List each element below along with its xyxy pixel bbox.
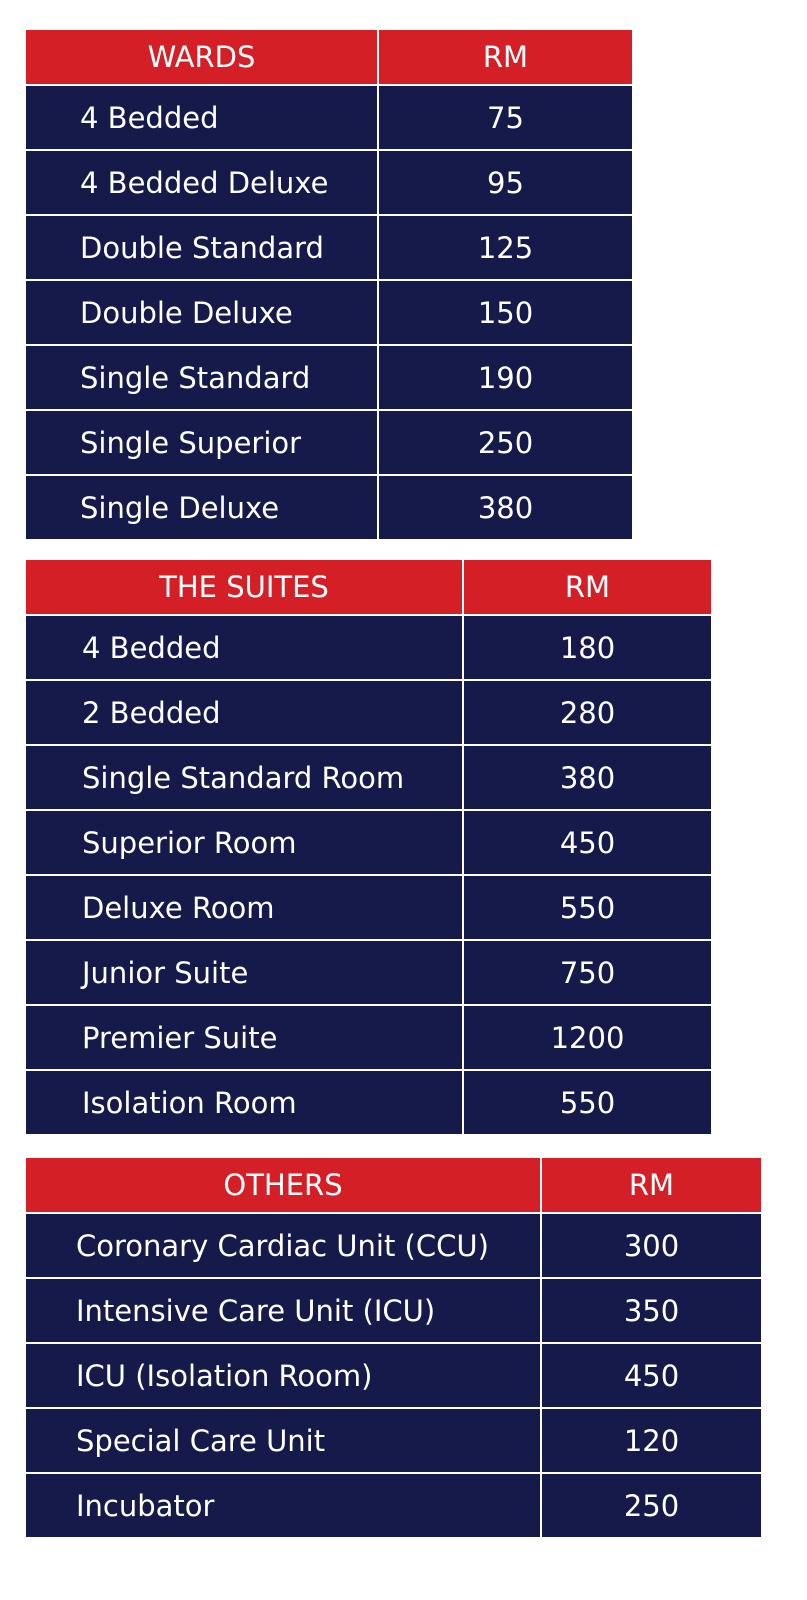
unit-name: Coronary Cardiac Unit (CCU): [26, 1213, 541, 1278]
room-price: 280: [463, 680, 711, 745]
wards-price-header: RM: [378, 30, 632, 85]
table-row: [26, 875, 711, 940]
wards-table: [26, 30, 632, 539]
room-price: 150: [378, 280, 632, 345]
room-price: 550: [463, 875, 711, 940]
table-row: [26, 85, 632, 150]
suites-header: THE SUITES: [26, 560, 463, 615]
room-price: 190: [378, 345, 632, 410]
room-name: Superior Room: [26, 810, 463, 875]
table-row: [26, 1343, 761, 1408]
table-header-row: [26, 1158, 761, 1213]
room-name: 2 Bedded: [26, 680, 463, 745]
unit-price: 250: [541, 1473, 761, 1537]
unit-price: 450: [541, 1343, 761, 1408]
room-price: 380: [378, 475, 632, 539]
table-row: [26, 280, 632, 345]
suites-price-header: RM: [463, 560, 711, 615]
room-price: 380: [463, 745, 711, 810]
room-price: 550: [463, 1070, 711, 1134]
others-table: [26, 1158, 761, 1537]
room-name: 4 Bedded: [26, 85, 378, 150]
table-row: [26, 1213, 761, 1278]
room-price: 75: [378, 85, 632, 150]
table-header-row: [26, 560, 711, 615]
unit-name: ICU (Isolation Room): [26, 1343, 541, 1408]
unit-name: Special Care Unit: [26, 1408, 541, 1473]
room-name: Junior Suite: [26, 940, 463, 1005]
table-row: [26, 345, 632, 410]
room-name: Deluxe Room: [26, 875, 463, 940]
room-name: Premier Suite: [26, 1005, 463, 1070]
others-header: OTHERS: [26, 1158, 541, 1213]
table-row: [26, 940, 711, 1005]
table-row: [26, 745, 711, 810]
table-row: [26, 1408, 761, 1473]
table-row: [26, 215, 632, 280]
table-row: [26, 1473, 761, 1537]
table-row: [26, 410, 632, 475]
room-name: 4 Bedded Deluxe: [26, 150, 378, 215]
unit-name: Incubator: [26, 1473, 541, 1537]
table-row: [26, 1070, 711, 1134]
room-price: 1200: [463, 1005, 711, 1070]
room-name: Single Deluxe: [26, 475, 378, 539]
table-row: [26, 615, 711, 680]
table-row: [26, 680, 711, 745]
room-name: Single Superior: [26, 410, 378, 475]
room-name: Double Deluxe: [26, 280, 378, 345]
unit-price: 120: [541, 1408, 761, 1473]
table-row: [26, 475, 632, 539]
room-name: Double Standard: [26, 215, 378, 280]
room-name: 4 Bedded: [26, 615, 463, 680]
room-price: 750: [463, 940, 711, 1005]
room-price: 180: [463, 615, 711, 680]
unit-price: 300: [541, 1213, 761, 1278]
others-price-header: RM: [541, 1158, 761, 1213]
suites-table: [26, 560, 711, 1134]
room-name: Single Standard Room: [26, 745, 463, 810]
room-price: 250: [378, 410, 632, 475]
table-header-row: [26, 30, 632, 85]
wards-header: WARDS: [26, 30, 378, 85]
room-price: 450: [463, 810, 711, 875]
table-row: [26, 810, 711, 875]
room-price: 125: [378, 215, 632, 280]
room-price: 95: [378, 150, 632, 215]
room-name: Isolation Room: [26, 1070, 463, 1134]
table-row: [26, 1005, 711, 1070]
table-row: [26, 1278, 761, 1343]
unit-price: 350: [541, 1278, 761, 1343]
room-name: Single Standard: [26, 345, 378, 410]
unit-name: Intensive Care Unit (ICU): [26, 1278, 541, 1343]
table-row: [26, 150, 632, 215]
